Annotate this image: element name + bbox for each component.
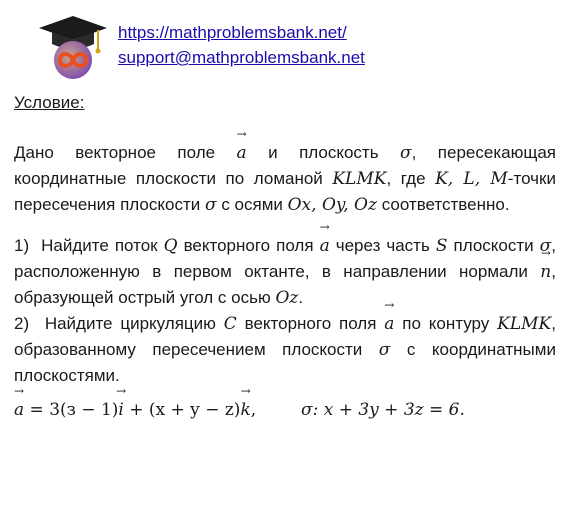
support-email-link[interactable]: support@mathproblemsbank.net xyxy=(118,48,365,67)
text: и плоскость xyxy=(268,143,379,162)
text: соответственно. xyxy=(381,195,510,214)
text: точки пересечения плоскости xyxy=(14,169,556,214)
circulation-symbol: C xyxy=(223,314,237,334)
header xyxy=(38,14,558,84)
text: через часть xyxy=(335,236,430,255)
site-link[interactable]: https://mathproblemsbank.net/ xyxy=(118,23,347,42)
contour-klmk: KLMK xyxy=(497,314,552,334)
question-1 xyxy=(14,233,556,311)
condition-title: Условие: xyxy=(14,93,85,112)
text: Найдите циркуляцию xyxy=(44,314,216,333)
text: плоскости xyxy=(453,236,534,255)
text: по контуру xyxy=(402,314,490,333)
plane-equation: σ: x + 3y + 3z = 6. xyxy=(300,400,465,420)
axes-symbols: Ox, Oy, Oz xyxy=(287,195,377,215)
sigma-symbol: σ xyxy=(539,236,552,256)
text: , образующей острый угол с осью xyxy=(14,262,556,307)
unit-vector-k: → k xyxy=(240,398,250,423)
question-number: 1) xyxy=(14,236,30,255)
vector-a: → a xyxy=(384,312,394,337)
text: с координатными плоскостями. xyxy=(14,340,556,385)
polyline-klmk: KLMK xyxy=(332,169,387,189)
graduation-cap-logo-icon xyxy=(38,14,108,80)
text: , где xyxy=(386,169,426,188)
vector-a: → a xyxy=(320,234,330,259)
period: . xyxy=(298,288,304,307)
formula-part: , xyxy=(250,400,257,420)
problem-content xyxy=(14,90,556,423)
text: , образованному пересечением плоскости xyxy=(14,314,556,359)
text: векторного поля xyxy=(244,314,377,333)
text: Дано векторное поле xyxy=(14,143,216,162)
axis-oz: Oz xyxy=(275,288,299,308)
flux-symbol: Q xyxy=(163,236,178,256)
sigma-symbol: σ xyxy=(400,143,412,163)
text: , расположенную в первом октанте, в направлении нормали xyxy=(14,236,557,281)
sigma-symbol: σ xyxy=(378,340,391,360)
question-number: 2) xyxy=(14,314,30,333)
formula-part: = 3(з − 1) xyxy=(24,400,119,420)
points-klm: K, L, M- xyxy=(435,169,514,189)
formula-part: + (x + y − z) xyxy=(123,400,241,420)
text: с осями xyxy=(221,195,283,214)
contact-links xyxy=(118,20,365,70)
unit-vector-i: → i xyxy=(118,398,123,423)
intro-paragraph xyxy=(14,140,556,218)
text: Найдите поток xyxy=(41,236,158,255)
surface-symbol: S xyxy=(435,236,448,256)
vector-a: → a xyxy=(237,141,247,166)
text: векторного поля xyxy=(183,236,314,255)
vector-a: → a xyxy=(14,398,24,423)
sigma-symbol: σ xyxy=(204,195,217,215)
text: , пересекающая координатные плоскости по ломаной xyxy=(14,143,556,188)
formula-line xyxy=(14,398,556,423)
question-2 xyxy=(14,311,556,388)
normal-vector: → n xyxy=(540,260,551,285)
